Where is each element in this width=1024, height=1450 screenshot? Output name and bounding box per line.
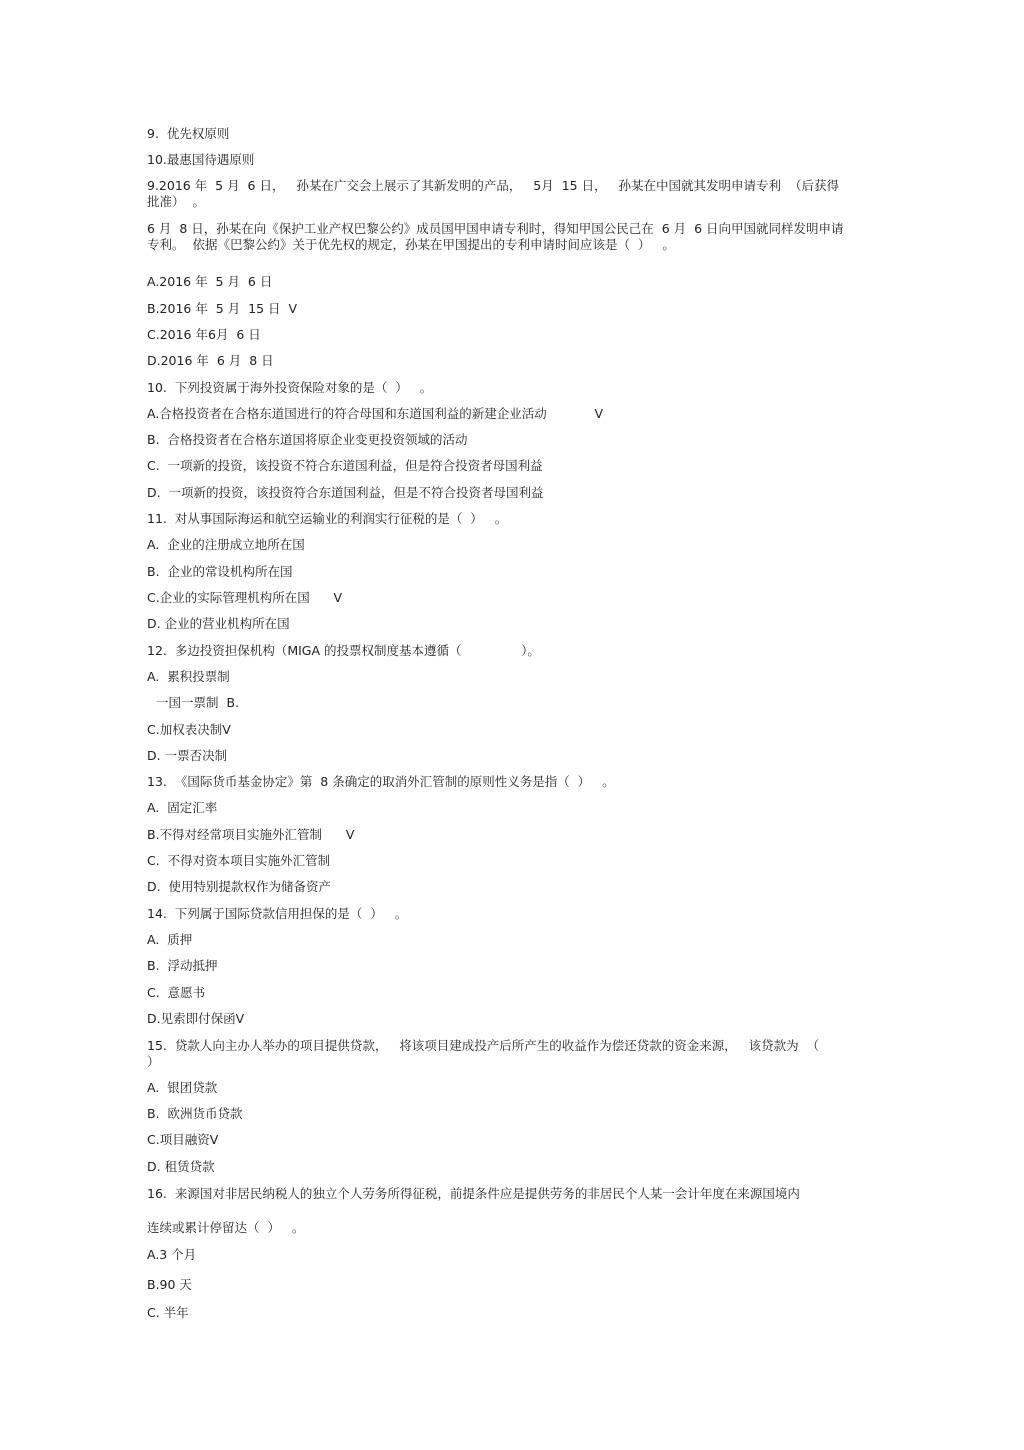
text-line: 10.最惠国待遇原则 [147,152,255,167]
question-line: 11. 对从事国际海运和航空运输业的利润实行征税的是（ ） 。 [147,511,508,526]
option-line: C.2016 年6月 6 日 [147,327,261,342]
option-line: B.2016 年 5 月 15 日 V [147,301,298,316]
question-line: 12. 多边投资担保机构（MIGA 的投票权制度基本遵循（ ）。 [147,643,540,658]
text-line: 9. 优先权原则 [147,126,230,141]
option-line: D. 租赁贷款 [147,1159,215,1174]
option-line: 一国一票制 B. [156,695,239,710]
option-line: C.企业的实际管理机构所在国 V [147,590,343,605]
option-line: C. 一项新的投资，该投资不符合东道国利益，但是符合投资者母国利益 [147,458,543,473]
option-line: C. 不得对资本项目实施外汇管制 [147,853,331,868]
option-line: D. 一票否决制 [147,748,228,763]
option-line: C. 意愿书 [147,985,206,1000]
option-line: C.加权表决制V [147,722,231,737]
option-line: A. 企业的注册成立地所在国 [147,537,305,552]
option-line: D.2016 年 6 月 8 日 [147,353,274,368]
text-line: 6 月 8 日，孙某在向《保护工业产权巴黎公约》成员国甲国申请专利时，得知甲国公民己在 6 月 6 日向甲国就同样发明申请专利。 依据《巴黎公约》关于优先权的规定，孙某在甲国提出的专利申请时间应该是（ ） 。 [147,221,844,252]
question-line: 14. 下列属于国际贷款信用担保的是（ ） 。 [147,906,408,921]
question-line: 连续或累计停留达（ ） 。 [147,1220,305,1235]
option-line: B. 合格投资者在合格东道国将原企业变更投资领域的活动 [147,432,468,447]
option-line: B. 浮动抵押 [147,958,218,973]
option-line: D. 一项新的投资，该投资符合东道国利益，但是不符合投资者母国利益 [147,485,544,500]
option-line: D. 使用特别提款权作为储备资产 [147,879,332,894]
option-line: D.见索即付保函V [147,1011,245,1026]
option-line: A.2016 年 5 月 6 日 [147,274,273,289]
text-line: 9.2016 年 5 月 6 日， 孙某在广交会上展示了其新发明的产品， 5月 15 日， 孙某在中国就其发明申请专利 （后获得批准） 。 [147,178,839,209]
option-line: A. 累积投票制 [147,669,230,684]
question-line: 15. 贷款人向主办人举办的项目提供贷款， 将该项目建成投产后所产生的收益作为偿还贷款的资金来源， 该贷款为 （ ） [147,1038,859,1069]
question-line: 16. 来源国对非居民纳税人的独立个人劳务所得征税，前提条件应是提供劳务的非居民个人某一会计年度在来源国境内 [147,1186,800,1201]
option-line: A. 银团贷款 [147,1080,218,1095]
option-line: B. 企业的常设机构所在国 [147,564,293,579]
option-line: D. 企业的营业机构所在国 [147,616,290,631]
option-line: A.合格投资者在合格东道国进行的符合母国和东道国利益的新建企业活动 V [147,406,604,421]
question-line: 10. 下列投资属于海外投资保险对象的是（ ） 。 [147,380,433,395]
option-line: C. 半年 [147,1305,189,1320]
question-line: 13. 《国际货币基金协定》第 8 条确定的取消外汇管制的原则性义务是指（ ） 。 [147,774,615,789]
option-line: B.90 天 [147,1277,192,1292]
option-line: B. 欧洲货币贷款 [147,1106,243,1121]
option-line: A.3 个月 [147,1247,197,1262]
option-line: A. 固定汇率 [147,800,218,815]
option-line: C.项目融资V [147,1132,219,1147]
option-line: A. 质押 [147,932,193,947]
option-line: B.不得对经常项目实施外汇管制 V [147,827,355,842]
